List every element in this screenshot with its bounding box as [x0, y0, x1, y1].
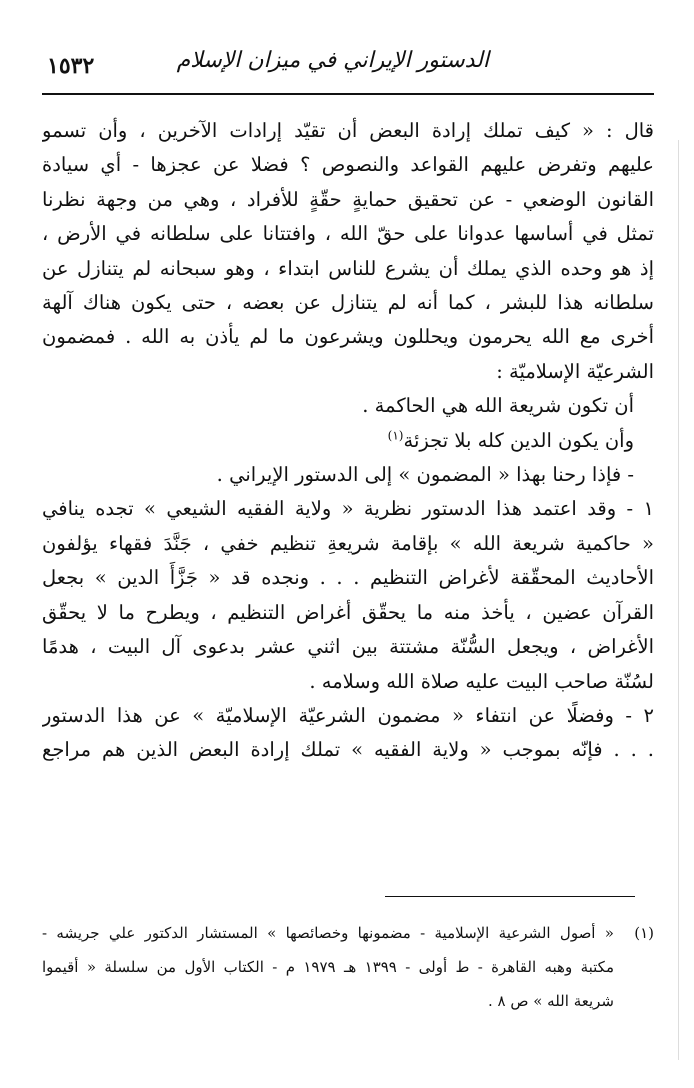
header-rule: [42, 93, 654, 95]
footnote-line: مكتبة وهبه القاهرة - ط أولى - ١٣٩٩ هـ ١٩٧٩ م - الكتاب الأول من سلسلة « أقيموا: [42, 958, 614, 976]
footnote-marker: (١): [634, 924, 654, 942]
running-header-title: الدستور الإيراني في ميزان الإسلام: [176, 48, 489, 73]
footnote: [42, 916, 654, 1018]
text-line: لسُنّة صاحب البيت عليه صلاة الله وسلامه .: [309, 669, 654, 693]
footnote-line: شريعة الله » ص ٨ .: [487, 992, 614, 1010]
text-line: الأحاديث المحقّقة لأغراض التنظيم . . . ونجده قد « جَزَّأَ الدين » بجعل: [42, 566, 654, 590]
text-line: . . . فإنّه بموجب « ولاية الفقيه » تملك إرادة البعض الذين هم مراجع: [42, 738, 654, 762]
text-line: قال : « كيف تملك إرادة البعض أن تقيّد إرادات الآخرين ، وأن تسمو: [42, 119, 654, 142]
text-line: إذ هو وحده الذي يملك أن يشرع للناس ابتداء ، وهو سبحانه لم يتنازل عن: [42, 256, 654, 280]
text-line: ١ - وقد اعتمد هذا الدستور نظرية « ولاية الفقيه الشيعي » تجده ينافي: [42, 497, 654, 521]
main-text: [42, 114, 654, 768]
text-line: الشرعيّة الإسلاميّة :: [496, 359, 654, 383]
text-line-with-footnote-ref: [42, 424, 654, 458]
text-line: أخرى مع الله يحرمون ويحللون ويشرعون ما لم يأذن به الله . فمضمون: [42, 325, 654, 349]
text-line: تمثل في أساسها عدوانا على حقّ الله ، وافتتانا على سلطانه في الأرض ،: [42, 222, 654, 246]
page-number: ١٥٣٢: [47, 53, 95, 79]
footnote-text: « أصول الشرعية الإسلامية - مضمونها وخصائصها » المستشار الدكتور علي جريشه -: [42, 924, 614, 942]
text-line-content: وأن يكون الدين كله بلا تجزئة: [403, 428, 634, 452]
text-line: القانون الوضعي - عن تحقيق حمايةٍ حقّةٍ للأفراد ، وهي من وجهة نظرنا: [42, 187, 654, 211]
footnote-line: [42, 916, 654, 950]
text-line: أن تكون شريعة الله هي الحاكمة .: [362, 394, 634, 418]
text-line: - فإذا رحنا بهذا « المضمون » إلى الدستور الإيراني .: [216, 463, 634, 487]
text-line: « حاكمية شريعة الله » بإقامة شريعةِ تنظيم خفي ، جَنَّدَ فقهاء يؤلفون: [42, 531, 654, 555]
text-line: الأغراض ، ويجعل السُّنّة مشتتة بين اثني عشر بدعوى آل البيت ، هدمًا: [42, 635, 654, 659]
text-line: القرآن عضين ، يأخذ منه ما يحقّق أغراض التنظيم ، ويطرح ما لا يحقّق: [42, 600, 654, 624]
footnote-separator: [385, 896, 635, 897]
text-line: عليهم وتفرض عليهم القواعد والنصوص ؟ فضلا عن عجزها - أي سيادة: [42, 153, 654, 177]
footnote-reference: (١): [387, 428, 404, 443]
text-line: ٢ - وفضلًا عن انتفاء « مضمون الشرعيّة الإسلاميّة » عن هذا الدستور: [42, 703, 654, 727]
page-edge-mark: [678, 140, 679, 1060]
text-line: سلطانه هذا للبشر ، كما أنه لم يتنازل عن بعضه ، حتى يكون هناك آلهة: [42, 291, 654, 315]
